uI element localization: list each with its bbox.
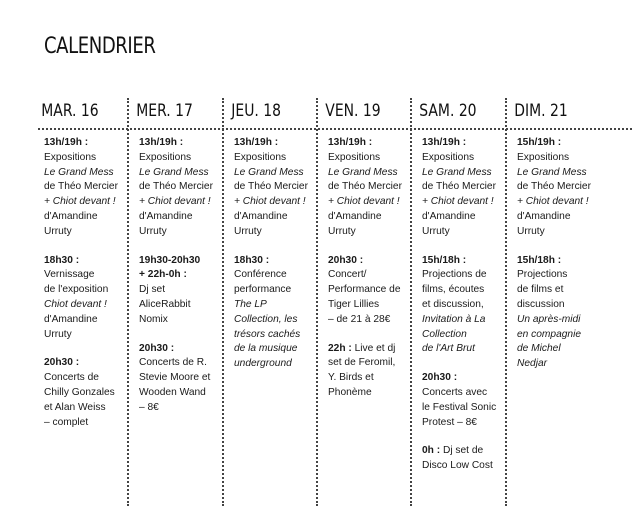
event-text: Urruty: [422, 225, 450, 237]
event-text: Projections de: [422, 269, 487, 281]
event-text: en compagnie: [517, 328, 582, 340]
day-header: DIM. 21: [514, 101, 568, 121]
event-time-line: [517, 136, 603, 151]
event-item: [422, 254, 508, 358]
day-header: VEN. 19: [325, 101, 381, 121]
event-text: Urruty: [234, 225, 262, 237]
event-item: [44, 356, 130, 430]
event-list: [139, 136, 225, 430]
event-text: Tiger Lillies: [328, 298, 380, 310]
event-list: [234, 136, 320, 386]
event-text: Un après-midi: [517, 313, 581, 325]
event-time: 15h/18h :: [422, 254, 467, 266]
event-time-line: [139, 254, 225, 269]
event-text: de l'Art Brut: [422, 343, 475, 355]
event-time-line: [422, 371, 508, 386]
event-text: de Théo Mercier: [422, 181, 496, 193]
event-text: Le Grand Mess: [517, 166, 587, 178]
event-text: Expositions: [139, 151, 192, 163]
event-text: de Théo Mercier: [44, 181, 118, 193]
event-text: Chiot devant !: [44, 298, 107, 310]
event-time-line: [328, 136, 414, 151]
event-text: Nedjar: [517, 358, 548, 370]
event-text: Dj set de: [440, 445, 484, 457]
event-item: [517, 136, 603, 240]
event-text: set de Feromil,: [328, 357, 396, 369]
event-time: 0h :: [422, 445, 441, 457]
event-text: Expositions: [328, 151, 381, 163]
column-divider: [222, 98, 224, 506]
event-text: + Chiot devant !: [422, 196, 494, 208]
event-text: films, écoutes: [422, 284, 485, 296]
day-column: [133, 98, 225, 506]
event-item: [234, 136, 320, 240]
column-divider: [505, 98, 507, 506]
event-text: Concerts avec: [422, 386, 488, 398]
day-column: [322, 98, 414, 506]
event-time-line: [328, 254, 414, 269]
event-text: d'Amandine: [517, 210, 571, 222]
event-text: Live et dj: [351, 342, 396, 354]
event-text: d'Amandine: [44, 210, 98, 222]
day-column: [511, 98, 603, 506]
event-text: Concerts de: [44, 372, 99, 384]
event-text: – 8€: [139, 401, 159, 413]
event-text: Protest – 8€: [422, 416, 477, 428]
event-time-line: [422, 444, 508, 459]
event-text: Conférence: [234, 269, 287, 281]
event-item: [44, 254, 130, 343]
event-text: d'Amandine: [234, 210, 288, 222]
event-text: de l'exposition: [44, 284, 109, 296]
event-text: Urruty: [328, 225, 356, 237]
event-time-line: [422, 136, 508, 151]
event-time: 13h/19h :: [422, 137, 467, 148]
event-text: underground: [234, 358, 292, 370]
event-item: [422, 444, 508, 474]
day-column: [38, 98, 130, 506]
event-text: + Chiot devant !: [517, 196, 589, 208]
event-item: [422, 136, 508, 240]
event-text: AliceRabbit: [139, 298, 191, 310]
page-title: CALENDRIER: [44, 34, 156, 59]
event-text: Le Grand Mess: [234, 166, 304, 178]
event-text: Disco Low Cost: [422, 460, 493, 472]
event-text: de la musique: [234, 343, 298, 355]
event-time: 13h/19h :: [328, 137, 373, 148]
event-time: 20h30 :: [422, 372, 458, 384]
event-time: 19h30-20h30: [139, 254, 201, 266]
column-divider: [127, 98, 129, 506]
day-column: [228, 98, 320, 506]
event-text: Expositions: [44, 151, 97, 163]
event-text: Expositions: [422, 151, 475, 163]
event-text: + 22h-0h :: [139, 269, 187, 281]
event-text: Performance de: [328, 284, 401, 296]
event-time: 20h30 :: [139, 342, 175, 354]
event-text: de Théo Mercier: [139, 181, 213, 193]
event-time: 20h30 :: [328, 254, 364, 266]
event-text: de Théo Mercier: [234, 181, 308, 193]
event-item: [328, 136, 414, 240]
event-time-line: [139, 136, 225, 151]
event-text: discussion: [517, 298, 565, 310]
event-time: 13h/19h :: [234, 137, 279, 148]
event-time: 15h/19h :: [517, 137, 562, 148]
event-time-line: [422, 254, 508, 269]
event-text: Projections: [517, 269, 568, 281]
event-time: 13h/19h :: [44, 137, 89, 148]
event-time-line: [234, 254, 320, 269]
event-text: performance: [234, 284, 292, 296]
event-item: [234, 254, 320, 372]
event-text: Vernissage: [44, 269, 95, 281]
day-header: JEU. 18: [231, 101, 282, 121]
event-text: Y. Birds et: [328, 372, 374, 384]
day-header: MAR. 16: [41, 101, 99, 121]
event-text: + Chiot devant !: [234, 196, 306, 208]
event-text: de Michel: [517, 343, 561, 355]
event-text: Expositions: [234, 151, 287, 163]
event-text: + Chiot devant !: [328, 196, 400, 208]
event-item: [328, 254, 414, 328]
event-time: 13h/19h :: [139, 137, 184, 148]
event-item: [139, 254, 225, 328]
event-time: 20h30 :: [44, 357, 80, 369]
event-text: Phonème: [328, 386, 372, 398]
event-text: trésors cachés: [234, 328, 301, 340]
event-time-line: [517, 254, 603, 269]
event-time-line: [139, 342, 225, 357]
event-text: Nomix: [139, 313, 168, 325]
event-text: Le Grand Mess: [44, 166, 114, 178]
event-text: The LP: [234, 298, 267, 310]
event-text: de films et: [517, 284, 564, 296]
event-text: Collection, les: [234, 313, 298, 325]
event-text: Urruty: [139, 225, 167, 237]
event-text: d'Amandine: [422, 210, 476, 222]
event-text: Le Grand Mess: [139, 166, 209, 178]
event-item: [328, 342, 414, 401]
event-time-line: [234, 136, 320, 151]
event-time: 22h :: [328, 342, 352, 354]
event-text: – complet: [44, 416, 89, 428]
event-text: – de 21 à 28€: [328, 313, 391, 325]
column-divider: [410, 98, 412, 506]
event-text: + Chiot devant !: [44, 196, 116, 208]
event-text: Invitation à La: [422, 313, 486, 325]
event-text: + Chiot devant !: [139, 196, 211, 208]
event-time: 15h/18h :: [517, 254, 562, 266]
event-item: [422, 371, 508, 430]
event-time: 18h30 :: [44, 254, 80, 266]
event-text: Stevie Moore et: [139, 372, 211, 384]
event-text: Collection: [422, 328, 467, 340]
event-list: [422, 136, 508, 488]
event-list: [44, 136, 130, 444]
event-time-line: [44, 356, 130, 371]
event-text: de Théo Mercier: [328, 181, 402, 193]
event-text: Urruty: [44, 328, 72, 340]
event-text: de Théo Mercier: [517, 181, 591, 193]
event-text: Concerts de R.: [139, 357, 207, 369]
event-item: [139, 136, 225, 240]
event-text: d'Amandine: [139, 210, 193, 222]
event-text: et discussion,: [422, 298, 484, 310]
event-list: [328, 136, 414, 415]
event-text: le Festival Sonic: [422, 401, 497, 413]
event-text: d'Amandine: [44, 313, 98, 325]
event-text: Le Grand Mess: [328, 166, 398, 178]
event-item: [139, 342, 225, 416]
day-column: [416, 98, 508, 506]
event-text: Urruty: [44, 225, 72, 237]
day-header: MER. 17: [136, 101, 193, 121]
event-text: d'Amandine: [328, 210, 382, 222]
event-time-line: [328, 342, 414, 357]
event-time-line: [44, 136, 130, 151]
event-text: Urruty: [517, 225, 545, 237]
event-time-line: [44, 254, 130, 269]
event-list: [517, 136, 603, 386]
event-time: 18h30 :: [234, 254, 270, 266]
event-text: Expositions: [517, 151, 570, 163]
event-text: Chilly Gonzales: [44, 386, 115, 398]
day-header: SAM. 20: [419, 101, 477, 121]
event-text: Dj set: [139, 284, 166, 296]
event-text: et Alan Weiss: [44, 401, 106, 413]
event-text: Le Grand Mess: [422, 166, 492, 178]
event-text: Wooden Wand: [139, 386, 206, 398]
column-divider: [316, 98, 318, 506]
event-item: [44, 136, 130, 240]
event-text: Concert/: [328, 269, 367, 281]
event-item: [517, 254, 603, 372]
